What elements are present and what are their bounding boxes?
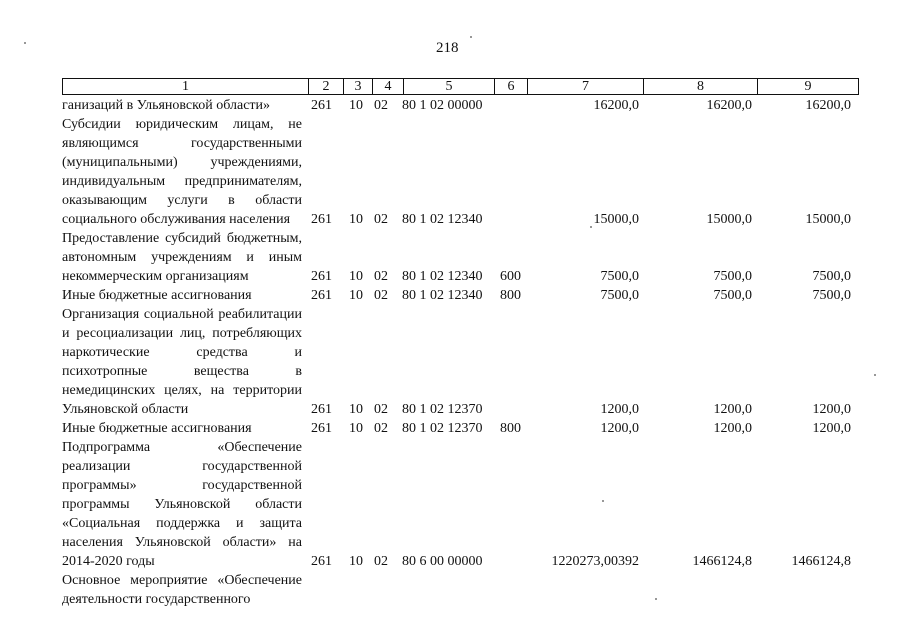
row-vr: 600 — [500, 269, 521, 284]
scan-speck — [590, 226, 592, 228]
row-pr: 02 — [374, 212, 388, 227]
row-sum-7: 7500,0 — [600, 269, 639, 284]
row-cs: 80 1 02 12340 — [402, 212, 483, 227]
header-col-8: 8 — [644, 79, 758, 95]
row-sum-9: 1466124,8 — [791, 554, 851, 569]
row-name: Иные бюджетные ассигнования — [62, 288, 252, 303]
row-name: ганизаций в Ульяновской области» — [62, 98, 271, 113]
row-sum-9: 15000,0 — [805, 212, 851, 227]
table-header — [62, 78, 859, 95]
row-pr: 02 — [374, 269, 388, 284]
row-cs: 80 1 02 00000 — [402, 98, 483, 113]
row-pr: 02 — [374, 98, 388, 113]
row-cs: 80 1 02 12340 — [402, 288, 483, 303]
header-col-2: 2 — [309, 79, 344, 95]
scan-speck — [655, 598, 657, 600]
row-sum-7: 16200,0 — [593, 98, 639, 113]
row-cs: 80 1 02 12370 — [402, 421, 483, 436]
row-rz: 10 — [349, 421, 363, 436]
row-name: Субсидии юридическим лицам, не являющимся государственными (муниципальными) учреждениями, индивидуальным предпринимателям, оказывающим услуги в области социального обслуживания населения — [62, 117, 302, 227]
row-pr: 02 — [374, 288, 388, 303]
header-col-3: 3 — [344, 79, 373, 95]
row-gr: 261 — [311, 288, 332, 303]
header-col-7: 7 — [528, 79, 644, 95]
row-sum-7: 1220273,00392 — [551, 554, 639, 569]
header-col-6: 6 — [495, 79, 528, 95]
row-rz: 10 — [349, 212, 363, 227]
table-row — [62, 571, 857, 609]
row-pr: 02 — [374, 402, 388, 417]
row-name: Подпрограмма «Обеспечение реализации государственной программы» государственной программы Ульяновской области «Социальная поддержка и защита населения Ульяновской области» на 2014-2020 годы — [62, 440, 302, 569]
row-gr: 261 — [311, 402, 332, 417]
header-col-1: 1 — [63, 79, 309, 95]
row-name: Предоставление субсидий бюджетным, автономным учреждениям и иным некоммерческим организациям — [62, 231, 302, 284]
row-sum-8: 1466124,8 — [692, 554, 752, 569]
row-sum-9: 7500,0 — [812, 269, 851, 284]
header-col-9: 9 — [758, 79, 859, 95]
row-gr: 261 — [311, 98, 332, 113]
row-name: Иные бюджетные ассигнования — [62, 421, 252, 436]
row-rz: 10 — [349, 98, 363, 113]
row-sum-8: 1200,0 — [713, 402, 752, 417]
row-rz: 10 — [349, 554, 363, 569]
row-sum-7: 7500,0 — [600, 288, 639, 303]
row-rz: 10 — [349, 402, 363, 417]
row-sum-9: 1200,0 — [812, 402, 851, 417]
scan-speck — [24, 42, 26, 44]
table-row — [62, 305, 857, 419]
row-sum-8: 16200,0 — [706, 98, 752, 113]
scan-speck — [602, 500, 604, 502]
row-sum-7: 1200,0 — [600, 402, 639, 417]
row-cs: 80 6 00 00000 — [402, 554, 483, 569]
header-col-4: 4 — [373, 79, 404, 95]
table-row — [62, 115, 857, 229]
row-pr: 02 — [374, 554, 388, 569]
row-rz: 10 — [349, 269, 363, 284]
row-rz: 10 — [349, 288, 363, 303]
table-row — [62, 229, 857, 286]
scan-speck — [470, 36, 472, 38]
table-row — [62, 438, 857, 571]
row-pr: 02 — [374, 421, 388, 436]
row-cs: 80 1 02 12340 — [402, 269, 483, 284]
row-sum-8: 7500,0 — [713, 288, 752, 303]
row-sum-9: 1200,0 — [812, 421, 851, 436]
row-sum-9: 7500,0 — [812, 288, 851, 303]
table-row — [62, 419, 857, 438]
row-name: Основное мероприятие «Обеспечение деятельности государственного — [62, 573, 302, 607]
row-name: Организация социальной реабилитации и ресоциализации лиц, потребляющих наркотические средства и психотропные вещества в немедицинских целях, на территории Ульяновской области — [62, 307, 302, 417]
row-gr: 261 — [311, 554, 332, 569]
row-gr: 261 — [311, 269, 332, 284]
row-sum-8: 1200,0 — [713, 421, 752, 436]
row-vr: 800 — [500, 421, 521, 436]
header-col-5: 5 — [404, 79, 495, 95]
row-sum-8: 15000,0 — [706, 212, 752, 227]
page-number: 218 — [436, 40, 459, 56]
row-sum-8: 7500,0 — [713, 269, 752, 284]
table-row — [62, 96, 857, 115]
row-vr: 800 — [500, 288, 521, 303]
budget-rows — [62, 96, 857, 609]
row-sum-7: 15000,0 — [593, 212, 639, 227]
scan-speck — [874, 374, 876, 376]
row-cs: 80 1 02 12370 — [402, 402, 483, 417]
row-gr: 261 — [311, 212, 332, 227]
row-sum-7: 1200,0 — [600, 421, 639, 436]
row-gr: 261 — [311, 421, 332, 436]
table-row — [62, 286, 857, 305]
row-sum-9: 16200,0 — [805, 98, 851, 113]
